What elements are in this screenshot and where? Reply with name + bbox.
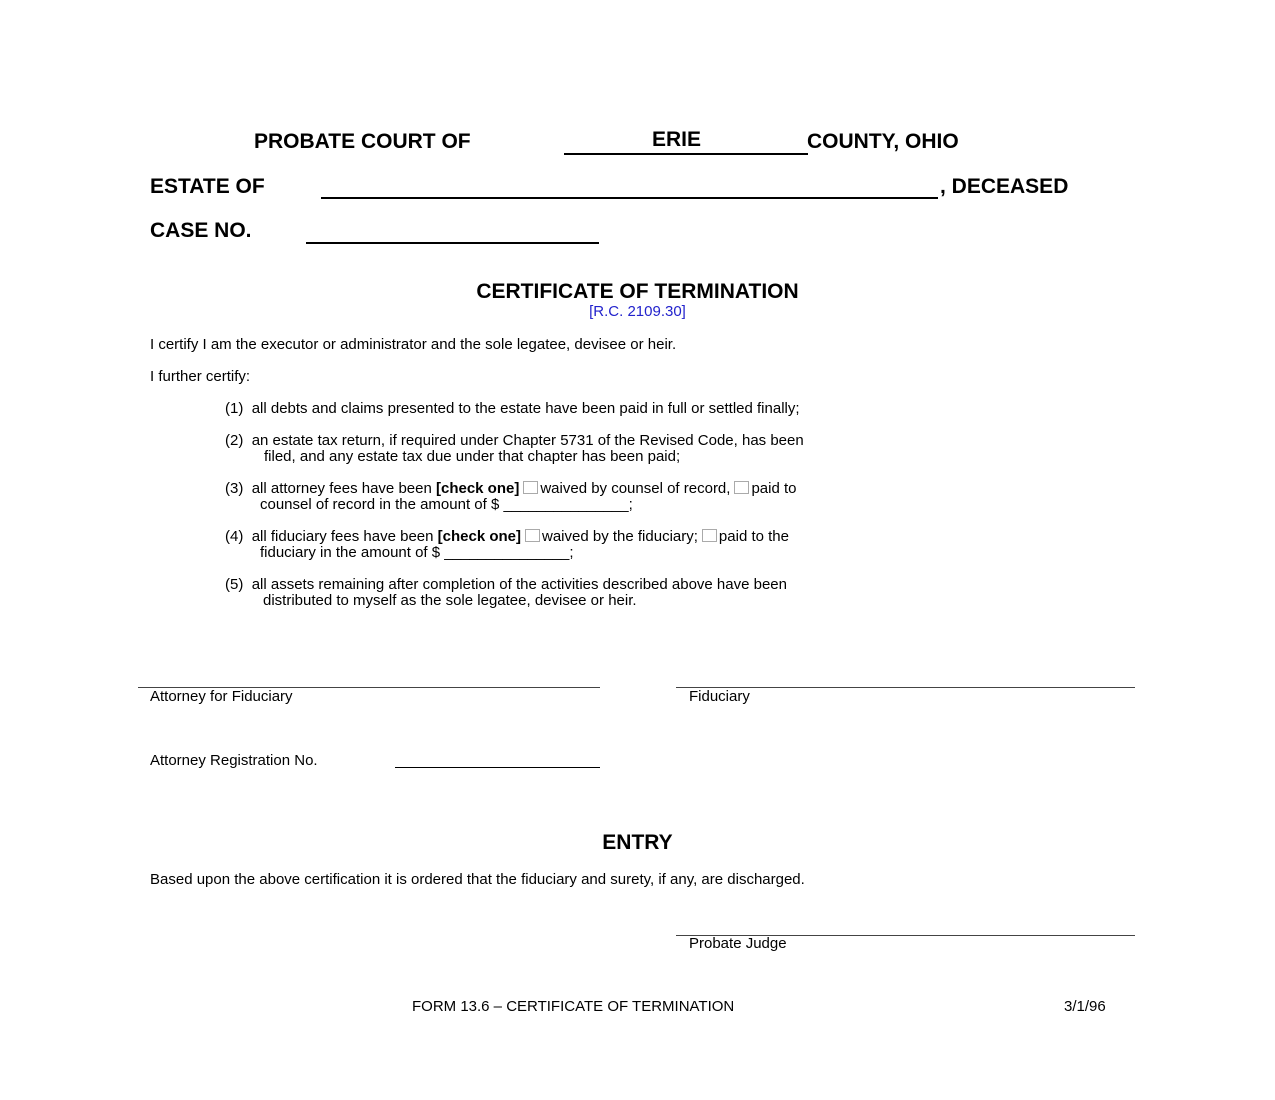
list-item: [225, 400, 800, 417]
case-label: CASE NO.: [150, 219, 252, 242]
item-text-continued: filed, and any estate tax due under that chapter has been paid;: [264, 448, 681, 465]
list-item: [225, 480, 797, 497]
item-text-continued: fiduciary in the amount of $ _______________;: [260, 544, 574, 561]
form-footer-date: 3/1/96: [1064, 998, 1106, 1015]
form-footer-name: FORM 13.6 – CERTIFICATE OF TERMINATION: [412, 998, 735, 1015]
judge-signature-label: Probate Judge: [689, 935, 787, 952]
registration-number-field[interactable]: [395, 752, 600, 768]
certificate-title: CERTIFICATE OF TERMINATION: [476, 280, 799, 303]
county-value: ERIE: [652, 128, 702, 151]
item-text: all assets remaining after completion of the activities described above have been: [251, 576, 787, 593]
item-text-continued: counsel of record in the amount of $ _______________;: [260, 496, 633, 513]
certify-statement: I certify I am the executor or administrator and the sole legatee, devisee or heir.: [150, 336, 677, 353]
registration-label: Attorney Registration No.: [150, 752, 318, 769]
list-item: [225, 528, 789, 545]
further-certify: I further certify:: [150, 368, 251, 385]
court-prefix: PROBATE COURT OF: [254, 130, 471, 153]
estate-suffix: , DECEASED: [940, 175, 1069, 198]
fiduciary-fees-waived-checkbox[interactable]: [525, 529, 540, 542]
entry-heading: ENTRY: [602, 831, 673, 854]
attorney-fees-paid-checkbox[interactable]: [734, 481, 749, 494]
item-number: (1): [225, 400, 244, 417]
item-number: (4): [225, 528, 244, 545]
item-number: (5): [225, 576, 244, 593]
item-text: all fiduciary fees have been: [251, 528, 434, 545]
attorney-signature-label: Attorney for Fiduciary: [150, 688, 293, 705]
list-item: [225, 432, 804, 449]
option-label: waived by counsel of record,: [540, 480, 731, 497]
case-number-field[interactable]: [306, 220, 599, 244]
check-one-label: [check one]: [435, 480, 520, 497]
item-text-continued: distributed to myself as the sole legatee, devisee or heir.: [263, 592, 637, 609]
statute-reference: [R.C. 2109.30]: [589, 303, 686, 320]
item-text: all debts and claims presented to the estate have been paid in full or settled finally;: [251, 400, 800, 417]
option-label: paid to: [751, 480, 797, 497]
option-label: paid to the: [718, 528, 789, 545]
fiduciary-fees-paid-checkbox[interactable]: [702, 529, 717, 542]
check-one-label: [check one]: [437, 528, 521, 545]
item-number: (3): [225, 480, 244, 497]
fiduciary-signature-label: Fiduciary: [689, 688, 750, 705]
court-suffix: COUNTY, OHIO: [807, 130, 959, 153]
entry-order-text: Based upon the above certification it is ordered that the fiduciary and surety, if any, are discharged.: [150, 871, 805, 888]
option-label: waived by the fiduciary;: [542, 528, 698, 545]
item-text: an estate tax return, if required under Chapter 5731 of the Revised Code, has been: [251, 432, 804, 449]
attorney-fees-waived-checkbox[interactable]: [523, 481, 538, 494]
item-text: all attorney fees have been: [251, 480, 432, 497]
list-item: [225, 576, 787, 593]
estate-name-field[interactable]: [321, 175, 938, 199]
estate-prefix: ESTATE OF: [150, 175, 265, 198]
item-number: (2): [225, 432, 244, 449]
